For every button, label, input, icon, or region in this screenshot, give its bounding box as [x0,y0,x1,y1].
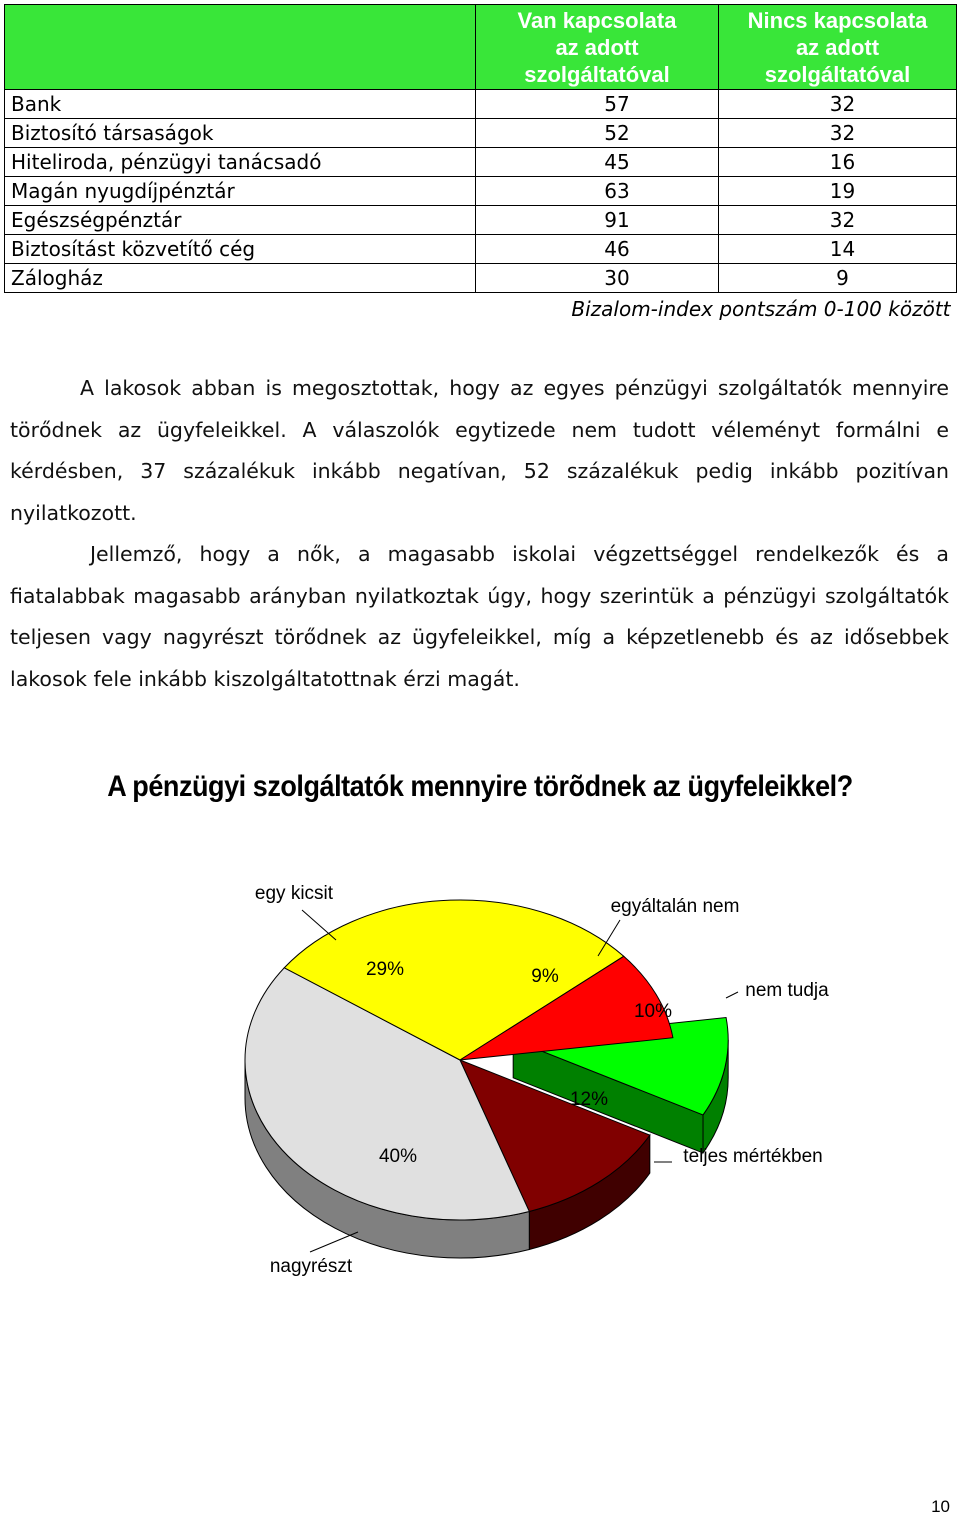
table-row [5,235,957,264]
table-header-corner [5,5,476,90]
table-header-row [5,5,957,90]
slice-category-label: nagyrészt [269,1256,353,1277]
slice-percent-label: 29% [365,959,405,980]
row-value-none: 14 [719,235,957,264]
row-value-none: 32 [719,119,957,148]
header-has-relationship [476,5,719,90]
row-value-none: 9 [719,264,957,293]
row-label: Bank [5,90,476,119]
paragraph-care-opinion: A lakosok abban is megosztottak, hogy az egyes pénzügyi szolgáltatók mennyire törődnek az ügyfeleikkel. A válaszolók egytizede nem tudott véleményt formálni e kérdésben, 37 százalékuk inkább negatívan, 52 százalékuk pedig inkább pozitívan nyilatkozott. [10,376,949,525]
row-label: Biztosító társaságok [5,119,476,148]
header-line: az adott [795,34,880,60]
row-label: Egészségpénztár [5,206,476,235]
row-value-has: 30 [476,264,719,293]
header-line: szolgáltatóval [524,61,670,87]
slice-percent-label: 12% [569,1089,609,1110]
table-row [5,177,957,206]
header-line: az adott [555,34,639,60]
row-value-has: 91 [476,206,719,235]
header-line: szolgáltatóval [764,61,911,87]
trust-index-table [4,4,957,325]
slice-category-label: egyáltalán nem [610,896,740,917]
table-row [5,148,957,177]
slice-percent-label: 9% [531,966,559,987]
chart-title: A pénzügyi szolgáltatók mennyire törõdnek az ügyfeleikkel? [107,770,853,803]
row-value-none: 32 [719,90,957,119]
row-value-none: 19 [719,177,957,206]
slice-category-label: nem tudja [745,980,829,1001]
pie-chart [0,860,960,1300]
paragraph-demographics: Jellemző, hogy a nők, a magasabb iskolai végzettséggel rendelkezők és a fiatalabbak magasabb arányban nyilatkoztak úgy, hogy szerintük a pénzügyi szolgáltatók teljesen vagy nagyrészt törődnek az ügyfeleikkel, míg a képzetlenebb és az idősebbek lakosok fele inkább kiszolgáltatottnak érzi magát. [10,542,949,691]
table-row [5,119,957,148]
row-value-none: 32 [719,206,957,235]
slice-percent-label: 10% [633,1001,673,1022]
row-value-has: 52 [476,119,719,148]
table-note-row [5,293,957,326]
leader-line [302,910,336,940]
table-row [5,206,957,235]
header-line: Nincs kapcsolata [747,7,928,33]
header-line: Van kapcsolata [517,7,677,33]
table-note: Bizalom-index pontszám 0-100 között [571,297,951,321]
table-row [5,264,957,293]
row-value-has: 45 [476,148,719,177]
leader-line [310,1232,358,1252]
row-value-has: 63 [476,177,719,206]
slice-percent-label: 40% [378,1146,418,1167]
table-row [5,90,957,119]
header-no-relationship [719,5,957,90]
slice-category-label: teljes mértékben [683,1146,823,1167]
row-label: Zálogház [5,264,476,293]
row-value-has: 57 [476,90,719,119]
row-value-none: 16 [719,148,957,177]
row-label: Hiteliroda, pénzügyi tanácsadó [5,148,476,177]
row-label: Magán nyugdíjpénztár [5,177,476,206]
slice-category-label: egy kicsit [254,883,334,904]
row-label: Biztosítást közvetítő cég [5,235,476,264]
row-value-has: 46 [476,235,719,264]
leader-line [726,992,738,998]
page-number: 10 [931,1497,950,1516]
